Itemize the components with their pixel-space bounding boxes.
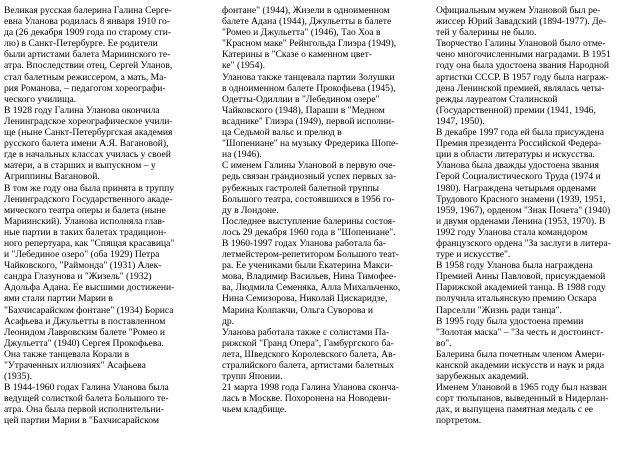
text-line: дах, и выпущена памятная медаль с ее	[436, 404, 594, 416]
text-line: сорт тюльпанов, выведенный в Нидерлан-	[436, 393, 609, 405]
text-line: матери, а в старших и выпускном – у	[4, 160, 156, 172]
text-line: "Шопениане" на музыку Фредерика Шопе-	[222, 138, 399, 150]
text-line: В 1928 году Галина Уланова окончила	[4, 104, 160, 116]
text-line: Катерины в "Сказе о каменном цвет-	[222, 49, 373, 61]
paragraph	[222, 160, 427, 215]
text-line: 1980). Награждена четырьмя орденами	[436, 182, 596, 194]
text-line: в одноименном балете Прокофьева (1945),	[222, 82, 396, 94]
text-line: всаднике" Глиэра (1949), первой исполни-	[222, 115, 395, 127]
text-line: Марина Колпакчи, Ольга Суворова и	[222, 304, 374, 316]
text-line: лась в Москве. Похоронена на Новодеви-	[222, 393, 391, 405]
text-line: атра. Впоследствии отец, Сергей Уланов,	[4, 60, 173, 72]
text-line: ные партии в таких балетах традицион-	[4, 226, 167, 238]
text-line: летмейстером-репетитором Большого теат-	[222, 249, 399, 261]
text-line: В 1958 году Уланова была награждена	[436, 260, 593, 272]
text-line: ции в области литературы и искусства.	[436, 149, 595, 161]
text-line: 1992 году Уланова стала командором	[436, 226, 588, 238]
paragraph	[222, 382, 427, 415]
paragraph	[436, 38, 638, 127]
text-line: и "Лебединое озеро" (оба 1929) Петра	[4, 249, 160, 261]
text-line: В 1944-1960 годах Галина Уланова была	[4, 382, 169, 394]
paragraph	[4, 382, 214, 426]
text-line: лю) в Санкт-Петербурге. Ее родители	[4, 38, 158, 50]
text-line: С именем Галины Улановой в первую оче-	[222, 160, 396, 172]
text-line: канской академии искусств и наук и ряда	[436, 360, 605, 371]
paragraph	[436, 316, 638, 349]
text-line: Одетты-Одиллии в "Лебедином озере"	[222, 93, 380, 105]
paragraph	[222, 72, 427, 161]
text-line: балете Адана (1944), Джульетты в балете	[222, 16, 392, 28]
text-column-3	[436, 5, 638, 427]
text-line: ного репертуара, как "Спящая красавица"	[4, 237, 175, 249]
paragraph	[436, 349, 638, 382]
text-line: где в начальных классах училась у своей	[4, 149, 171, 161]
text-line: 21 марта 1998 года Галина Уланова скончa-	[222, 382, 399, 394]
text-line: ями стали партии Марии в	[4, 293, 113, 305]
text-line: 1959, 1967), орденом "Знак Почета" (1940)	[436, 204, 611, 216]
text-line: тей у балерины не было.	[436, 27, 537, 39]
text-line: Парселли "Жизнь ради танца".	[436, 304, 562, 316]
text-line: ду в Лондоне.	[222, 204, 279, 216]
text-line: году она была удостоена звания Народной	[436, 60, 610, 72]
text-line: на (1946).	[222, 149, 262, 161]
text-line: русского балета имени А.Я. Вагановой),	[4, 138, 169, 150]
text-line: Агриппины Вагановой.	[4, 171, 100, 183]
text-line: Чайковского, "Раймонда" (1931) Алек-	[4, 260, 162, 272]
text-line: французского ордена "За заслуги в литера-	[436, 237, 611, 249]
text-line: мического театра оперы и балета (ныне	[4, 204, 166, 216]
text-line: и двумя орденами Ленина (1953, 1970). В	[436, 215, 606, 227]
text-column-1	[4, 5, 214, 427]
text-line: портретом.	[436, 415, 482, 427]
text-line: Трудового Красного знамени (1939, 1951,	[436, 193, 606, 205]
text-line: "Бахчисарайском фонтане" (1934) Бориса	[4, 304, 174, 316]
paragraph	[222, 216, 427, 238]
text-line: мова, Владимир Васильев, Нина Тимофее-	[222, 271, 397, 283]
text-line: цей партии Марии в "Бахчисарайском	[4, 415, 159, 427]
text-line: Официальным мужем Улановой был ре-	[436, 5, 601, 16]
text-line: Парижской академией танца. В 1988 году	[436, 282, 606, 294]
text-line: 1947, 1950).	[436, 115, 485, 127]
paragraph	[436, 260, 638, 315]
text-line: Премией Анны Павловой, присуждаемой	[436, 271, 606, 283]
text-line: ведущей солисткой балета Большого те-	[4, 393, 169, 405]
text-line: Ленинградское хореографическое учили-	[4, 115, 173, 127]
paragraph	[436, 160, 638, 260]
text-line: редь связан грандиозный успех первых за-	[222, 171, 397, 183]
text-line: Последнее выступление балерины состоя-	[222, 215, 396, 227]
text-line: чено многочисленными наградами. В 1951	[436, 49, 611, 61]
text-line: (Государственной) премии (1941, 1946,	[436, 104, 596, 116]
text-line: Леонидом Лавровским балете "Ромео и	[4, 326, 166, 338]
text-column-2	[222, 5, 427, 415]
text-line: Уланова работала также с солистами Па-	[222, 326, 390, 338]
paragraph	[222, 327, 427, 382]
text-line: режды лауреатом Сталинской	[436, 93, 558, 105]
text-line: Великая русская балерина Галина Серге-	[4, 5, 172, 16]
text-line: да (26 декабря 1909 года по старому сти-	[4, 27, 172, 39]
text-line: В 1960-1997 годах Уланова работала ба-	[222, 237, 387, 249]
text-line: Большого театра, состоявшихся в 1956 го-	[222, 193, 395, 205]
text-line: Джульетта" (1940) Сергея Прокофьева.	[4, 337, 164, 349]
text-line: Балерина была почетным членом Амери-	[436, 348, 605, 360]
text-line: "Золотая маска" – "За честь и достоинст-	[436, 326, 604, 338]
text-line: рижской "Гранд Опера", Гамбургского ба-	[222, 337, 394, 349]
text-line: Нина Семизорова, Николай Цискаридзе,	[222, 293, 388, 305]
text-line: (1935).	[4, 371, 32, 383]
text-line: чьем кладбище.	[222, 404, 287, 416]
text-line: жиссер Юрий Завадский (1894-1977). Де-	[436, 16, 607, 28]
text-line: ра. Ее учениками были Екатерина Макси-	[222, 260, 393, 272]
text-line: рубежных гастролей балетной труппы	[222, 182, 379, 194]
text-line: дена Ленинской премией, являлась четы-	[436, 82, 605, 94]
text-line: Асафьева и Джульетты в поставленном	[4, 315, 166, 327]
text-line: фонтане" (1944), Жизели в одноименном	[222, 5, 390, 16]
paragraph	[436, 382, 638, 426]
text-line: Адольфа Адана. Ее высшими достижени-	[4, 282, 175, 294]
text-line: во".	[436, 337, 452, 349]
text-line: "Утраченных иллюзиях" Асафьева	[4, 360, 146, 371]
paragraph	[4, 5, 214, 105]
text-line: В декабре 1997 года ей была присуждена	[436, 127, 604, 139]
text-line: были артистами балета Мариинского те-	[4, 49, 171, 61]
paragraph	[436, 127, 638, 160]
text-line: рия Романова, – педагогом хореографи-	[4, 82, 166, 94]
text-line: стал балетным режиссером, а мать, Ма-	[4, 71, 167, 83]
text-line: атра. Она была первой исполнительни-	[4, 404, 164, 416]
text-line: В 1995 году была удостоена премии	[436, 315, 584, 327]
text-line: лось 29 декабря 1960 года в "Шопениане".	[222, 226, 396, 238]
text-line: Она также танцевала Корали в	[4, 348, 130, 360]
text-line: Творчество Галины Улановой было отме-	[436, 38, 606, 50]
text-line: "Ромео и Джульетта" (1946), Тао Хоа в	[222, 27, 381, 39]
text-line: В том же году она была принята в труппу	[4, 182, 175, 194]
text-line: ще (ныне Санкт-Петербургская академия	[4, 127, 173, 139]
text-line: ческого училища.	[4, 93, 77, 105]
paragraph	[436, 5, 638, 38]
text-line: Мариинский). Уланова исполняла глав-	[4, 215, 166, 227]
paragraph	[222, 238, 427, 327]
text-line: зарубежных академий.	[436, 371, 529, 383]
text-line: получила итальянскую премию Оскара	[436, 293, 597, 305]
text-line: Чайковского (1948), Параши в "Медном	[222, 104, 385, 116]
text-line: артистки СССР. В 1957 году была награж-	[436, 71, 609, 83]
text-line: сандра Глазунова и "Жизель" (1932)	[4, 271, 152, 283]
text-line: лета, Шведского Королевского балета, Ав-	[222, 348, 396, 360]
paragraph	[4, 105, 214, 183]
text-line: Ленинградского Государственного акаде-	[4, 193, 173, 205]
text-line: ца Седьмой вальс и прелюд в	[222, 127, 342, 139]
text-line: "Красном маке" Рейнгольда Глиэра (1949),	[222, 38, 397, 50]
paragraph	[4, 183, 214, 383]
text-line: туре и искусстве".	[436, 249, 511, 261]
text-line: Премия президента Российской Федера-	[436, 138, 602, 150]
text-line: ке" (1954).	[222, 60, 265, 72]
paragraph	[222, 5, 427, 72]
text-line: Герой Социалистического Труда (1974 и	[436, 171, 601, 183]
text-line: др.	[222, 315, 235, 327]
text-line: стралийского балета, артистами балетных	[222, 360, 395, 371]
text-line: трупп Японии.	[222, 371, 283, 383]
text-line: Именем Улановой в 1965 году был назван	[436, 382, 607, 394]
text-line: ва, Людмила Семеняка, Алла Михальченко,	[222, 282, 401, 294]
text-line: евна Уланова родилась 8 января 1910 го-	[4, 16, 171, 28]
text-line: Уланова также танцевала партии Золушки	[222, 71, 395, 83]
text-line: Уланова была дважды удостоена звания	[436, 160, 599, 172]
